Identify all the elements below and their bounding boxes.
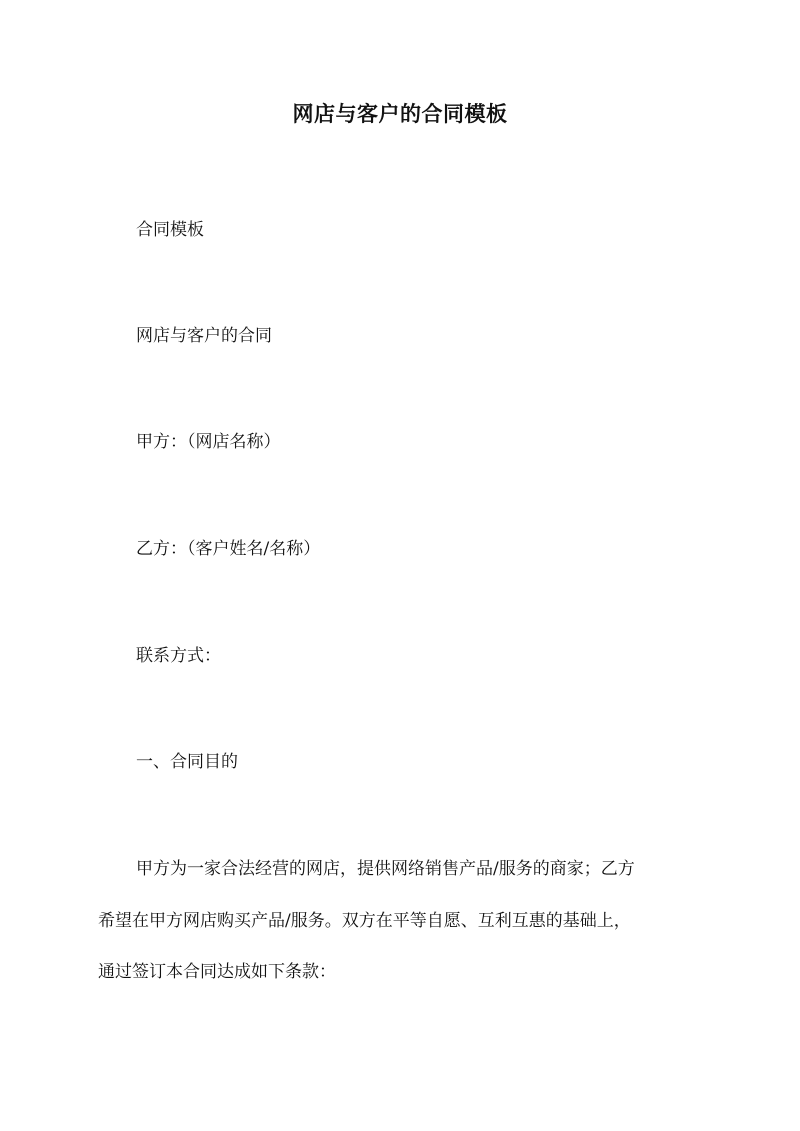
- section-1-body-line-1: 甲方为一家合法经营的网店，提供网络销售产品/服务的商家；乙方: [136, 859, 635, 879]
- heading-template: 合同模板: [136, 220, 204, 240]
- section-1-body-line-2: 希望在甲方网店购买产品/服务。双方在平等自愿、互利互惠的基础上，: [98, 911, 631, 931]
- party-a-line: 甲方：（网店名称）: [136, 432, 281, 452]
- contact-line: 联系方式：: [136, 646, 221, 666]
- section-1-title: 一、合同目的: [136, 752, 238, 772]
- party-b-line: 乙方：（客户姓名/名称）: [136, 539, 321, 559]
- heading-contract: 网店与客户的合同: [136, 326, 272, 346]
- document-title: 网店与客户的合同模板: [292, 101, 508, 126]
- section-1-body-line-3: 通过签订本合同达成如下条款：: [98, 962, 336, 982]
